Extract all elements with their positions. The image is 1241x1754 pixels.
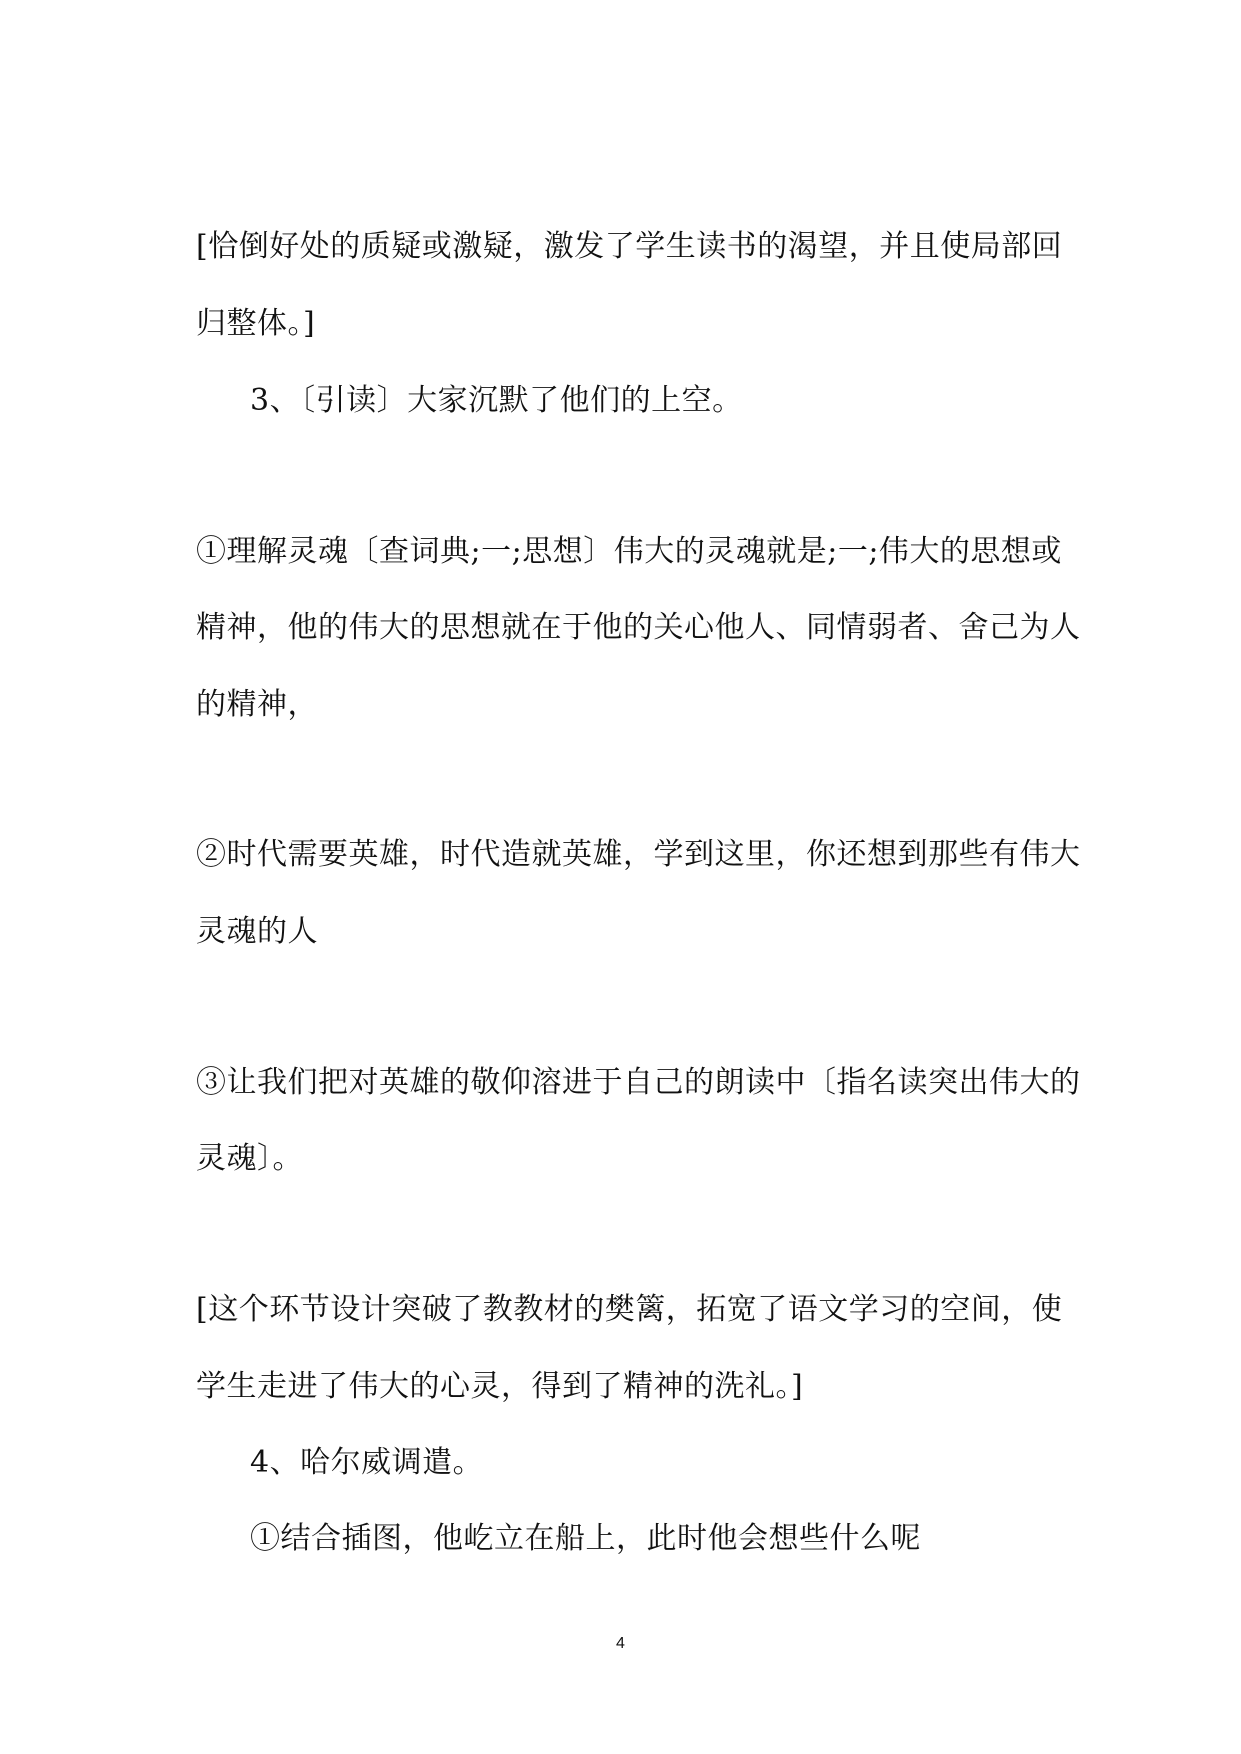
text-line: 学生走进了伟大的心灵，得到了精神的洗礼。] [196,1369,804,1404]
section-heading: 3、〔引读〕大家沉默了他们的上空。 [250,383,743,418]
text-line: 灵魂的人 [196,914,318,949]
text-line: [恰倒好处的质疑或激疑，激发了学生读书的渴望，并且使局部回 [196,229,1063,264]
text-line: 灵魂〕。 [196,1141,303,1176]
text-line: ③让我们把对英雄的敬仰溶进于自己的朗读中〔指名读突出伟大的 [196,1065,1081,1100]
text-line: [这个环节设计突破了教教材的樊篱，拓宽了语文学习的空间，使 [196,1292,1063,1327]
text-line: 归整体。] [196,306,316,341]
text-line: ②时代需要英雄，时代造就英雄，学到这里，你还想到那些有伟大 [196,837,1081,872]
text-line: 精神，他的伟大的思想就在于他的关心他人、同情弱者、舍己为人 [196,610,1081,645]
text-line: ①结合插图，他屹立在船上，此时他会想些什么呢 [250,1521,921,1556]
text-line: 的精神， [196,687,318,722]
text-line: ①理解灵魂〔查词典;一;思想〕伟大的灵魂就是;一;伟大的思想或 [196,534,1062,569]
page-number: 4 [616,1635,625,1652]
section-heading: 4、哈尔威调遣。 [250,1445,484,1480]
